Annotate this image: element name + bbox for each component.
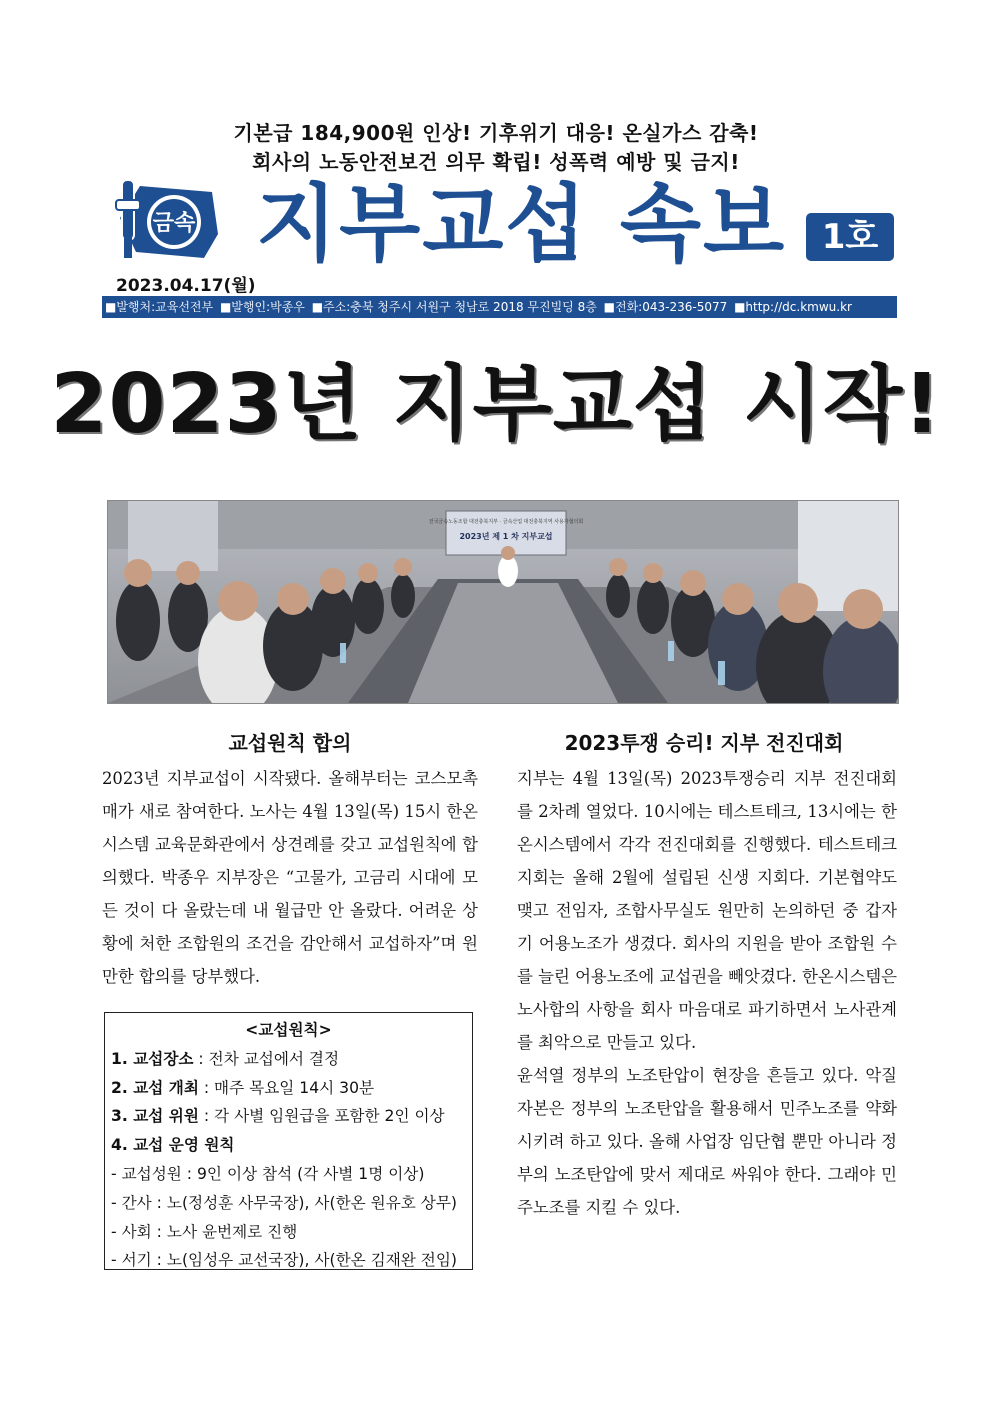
publisher-item: ■http://dc.kmwu.kr (734, 300, 852, 314)
slogan-line-2: 회사의 노동안전보건 의무 확립! 성폭력 예방 및 금지! (252, 150, 740, 174)
rule-value: : 매주 목요일 14시 30분 (198, 1078, 375, 1097)
rule-label: 2. 교섭 개최 (111, 1078, 199, 1097)
photo-banner-line-2: 2023년 제 1 차 지부교섭 (459, 532, 553, 541)
rule-label: 4. 교섭 운영 원칙 (111, 1136, 235, 1155)
rule-item (111, 1131, 466, 1160)
photo-banner-line-1: 전국금속노동조합 대전충북지부 · 금속산업 대전충북지역 사용자협의회 (428, 519, 584, 525)
left-article-body: 2023년 지부교섭이 시작됐다. 올해부터는 코스모촉매가 새로 참여한다. 노사는 4월 13일(목) 15시 한온시스템 교육문화관에서 상견례를 갖고 교섭원칙에 합의했다. 박종우 지부장은 “고물가, 고금리 시대에 모든 것이 다 올랐는데 내 월급만 안 올랐다. 어려운 상황에 처한 조합원의 조건을 감안해서 교섭하자”며 원만한 합의를 당부했다. (102, 769, 478, 986)
rule-item (111, 1102, 466, 1131)
issue-number-badge: 1호 (806, 213, 894, 261)
union-logo (112, 178, 222, 262)
issue-date: 2023.04.17(월) (116, 276, 256, 296)
headline: 2023년 지부교섭 시작! (50, 357, 942, 452)
right-article-paragraph: 윤석열 정부의 노조탄압이 현장을 흔들고 있다. 악질자본은 정부의 노조탄압을 활용해서 민주노조를 약화시키려 하고 있다. 올해 사업장 임단협 뿐만 아니라 정부의 노조탄압에 맞서 제대로 싸워야 한다. 그래야 민주노조를 지킬 수 있다. (517, 1066, 897, 1217)
rule-value: : 각 사별 임원급을 포함한 2인 이상 (198, 1107, 445, 1126)
rule-sub-item: - 간사 : 노(정성훈 사무국장), 사(한온 원유호 상무) (111, 1193, 458, 1212)
rule-label: 3. 교섭 위원 (111, 1107, 199, 1126)
bargaining-rules-box (104, 1012, 473, 1270)
publisher-item: ■전화:043-236-5077 (603, 300, 728, 314)
rule-value: : 전차 교섭에서 결정 (193, 1049, 340, 1068)
right-article-title: 2023투쟁 승리! 지부 전진대회 (564, 731, 844, 755)
right-article-body (517, 762, 897, 1224)
rule-item (111, 1074, 466, 1103)
publisher-info-bar (102, 296, 897, 318)
rule-sub-item: - 교섭성원 : 9인 이상 참석 (각 사별 1명 이상) (111, 1164, 425, 1183)
publisher-item: ■발행인:박종우 (219, 300, 305, 314)
slogan-line-1: 기본급 184,900원 인상! 기후위기 대응! 온실가스 감축! (233, 121, 759, 145)
rule-label: 1. 교섭장소 (111, 1049, 194, 1068)
publisher-item: ■주소:충북 청주시 서원구 청남로 2018 무진빌딩 8층 (311, 300, 597, 314)
left-article-title: 교섭원칙 합의 (228, 731, 352, 755)
rule-sub-item: - 사회 : 노사 윤번제로 진행 (111, 1222, 298, 1241)
masthead-title: 지부교섭 속보 (256, 175, 787, 273)
rule-sub-item: - 서기 : 노(임성우 교선국장), 사(한온 김재완 전임) (111, 1251, 458, 1270)
publisher-item: ■발행처:교육선전부 (105, 300, 214, 314)
rule-item (111, 1045, 466, 1074)
rules-title: <교섭원칙> (245, 1021, 332, 1039)
logo-text: 금속 (152, 211, 196, 236)
right-article-paragraph: 지부는 4월 13일(목) 2023투쟁승리 지부 전진대회를 2차례 열었다. 10시에는 테스트테크, 13시에는 한온시스템에서 각각 전진대회를 진행했다. 테스트테크지회는 올해 2월에 설립된 신생 지회다. 기본협약도 맺고 전임자, 조합사무실도 원만히 논의하던 중 갑자기 어용노조가 생겼다. 회사의 지원을 받아 조합원 수를 늘린 어용노조에 교섭권을 빼앗겼다. 한온시스템은 노사합의 사항을 회사 마음대로 파기하면서 노사관계를 최악으로 만들고 있다. (517, 769, 897, 1052)
meeting-photo (107, 500, 899, 704)
